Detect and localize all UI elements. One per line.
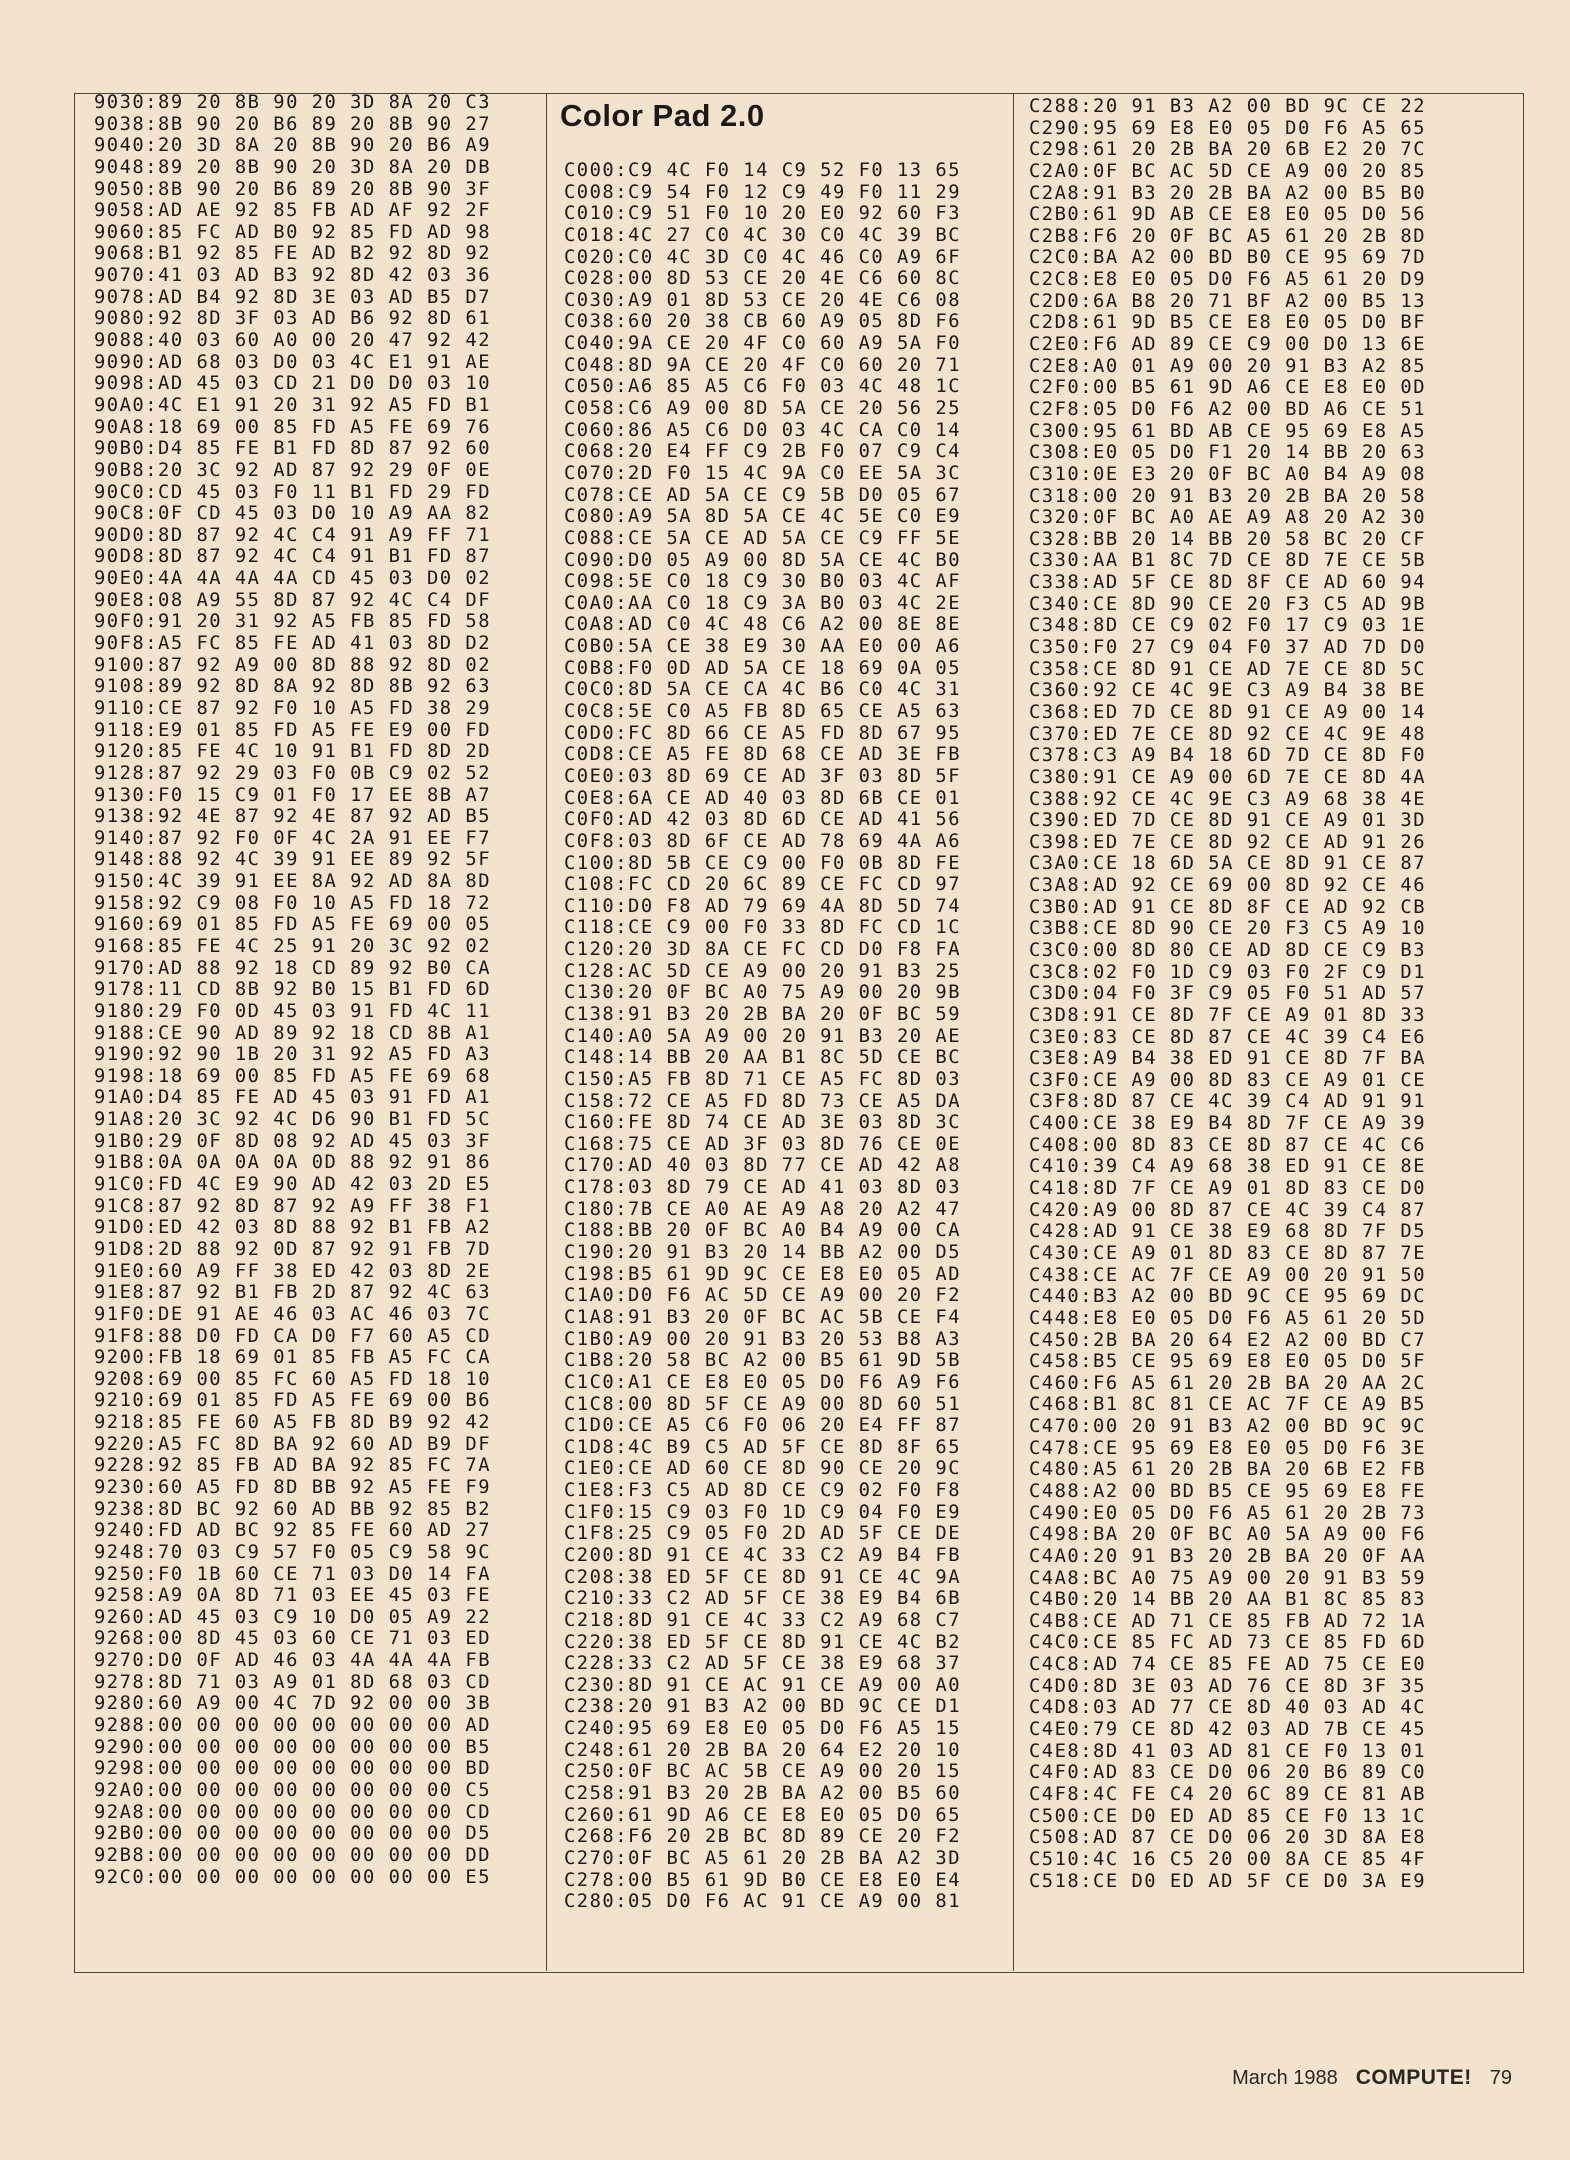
listing-line: C1A0:D0 F6 AC 5D CE A9 00 20 F2 <box>564 1285 962 1307</box>
listing-line: C228:33 C2 AD 5F CE 38 E9 68 37 <box>564 1653 962 1675</box>
listing-line: C030:A9 01 8D 53 CE 20 4E C6 08 <box>564 289 962 311</box>
listing-line: C3B8:CE 8D 90 CE 20 F3 C5 A9 10 <box>1029 918 1427 940</box>
listing-line: C2E8:A0 01 A9 00 20 91 B3 A2 85 <box>1029 355 1427 377</box>
listing-line: 9090:AD 68 03 D0 03 4C E1 91 AE <box>94 351 492 373</box>
listing-line: C220:38 ED 5F CE 8D 91 CE 4C B2 <box>564 1631 962 1653</box>
listing-line: C048:8D 9A CE 20 4F C0 60 20 71 <box>564 354 962 376</box>
listing-line: C168:75 CE AD 3F 03 8D 76 CE 0E <box>564 1133 962 1155</box>
listing-line: 90D8:8D 87 92 4C C4 91 B1 FD 87 <box>94 546 492 568</box>
listing-line: C408:00 8D 83 CE 8D 87 CE 4C C6 <box>1029 1134 1427 1156</box>
listing-line: C298:61 20 2B BA 20 6B E2 20 7C <box>1029 139 1427 161</box>
listing-line: C230:8D 91 CE AC 91 CE A9 00 A0 <box>564 1674 962 1696</box>
listing-line: C4A8:BC A0 75 A9 00 20 91 B3 59 <box>1029 1567 1427 1589</box>
listing-line: 90A0:4C E1 91 20 31 92 A5 FD B1 <box>94 394 492 416</box>
listing-line: C3E8:A9 B4 38 ED 91 CE 8D 7F BA <box>1029 1048 1427 1070</box>
listing-line: C330:AA B1 8C 7D CE 8D 7E CE 5B <box>1029 550 1427 572</box>
listing-line: C300:95 61 BD AB CE 95 69 E8 A5 <box>1029 420 1427 442</box>
listing-line: 9120:85 FE 4C 10 91 B1 FD 8D 2D <box>94 741 492 763</box>
listing-line: C0A0:AA C0 18 C9 3A B0 03 4C 2E <box>564 592 962 614</box>
listing-line: 91B0:29 0F 8D 08 92 AD 45 03 3F <box>94 1130 492 1152</box>
listing-line: C080:A9 5A 8D 5A CE 4C 5E C0 E9 <box>564 506 962 528</box>
listing-line: C250:0F BC AC 5B CE A9 00 20 15 <box>564 1761 962 1783</box>
listing-line: 90E8:08 A9 55 8D 87 92 4C C4 DF <box>94 589 492 611</box>
listing-line: 9068:B1 92 85 FE AD B2 92 8D 92 <box>94 243 492 265</box>
listing-line: 9088:40 03 60 A0 00 20 47 92 42 <box>94 330 492 352</box>
listing-line: C1C8:00 8D 5F CE A9 00 8D 60 51 <box>564 1393 962 1415</box>
listing-line: C4C8:AD 74 CE 85 FE AD 75 CE E0 <box>1029 1654 1427 1676</box>
listing-line: C238:20 91 B3 A2 00 BD 9C CE D1 <box>564 1696 962 1718</box>
listing-line: C090:D0 05 A9 00 8D 5A CE 4C B0 <box>564 549 962 571</box>
listing-line: C198:B5 61 9D 9C CE E8 E0 05 AD <box>564 1263 962 1285</box>
column-divider-right <box>1013 93 1014 1971</box>
listing-line: C2A8:91 B3 20 2B BA A2 00 B5 B0 <box>1029 182 1427 204</box>
listing-line: 90B0:D4 85 FE B1 FD 8D 87 92 60 <box>94 438 492 460</box>
listing-line: C510:4C 16 C5 20 00 8A CE 85 4F <box>1029 1848 1427 1870</box>
listing-line: C3E0:83 CE 8D 87 CE 4C 39 C4 E6 <box>1029 1026 1427 1048</box>
listing-line: C350:F0 27 C9 04 F0 37 AD 7D D0 <box>1029 637 1427 659</box>
listing-line: 9158:92 C9 08 F0 10 A5 FD 18 72 <box>94 892 492 914</box>
listing-line: C2B0:61 9D AB CE E8 E0 05 D0 56 <box>1029 204 1427 226</box>
listing-line: 9230:60 A5 FD 8D BB 92 A5 FE F9 <box>94 1477 492 1498</box>
listing-line: 90C8:0F CD 45 03 D0 10 A9 AA 82 <box>94 503 492 525</box>
listing-line: C130:20 0F BC A0 75 A9 00 20 9B <box>564 982 962 1004</box>
listing-line: C098:5E C0 18 C9 30 B0 03 4C AF <box>564 571 962 593</box>
listing-line: C258:91 B3 20 2B BA A2 00 B5 60 <box>564 1783 962 1805</box>
listing-line: C070:2D F0 15 4C 9A C0 EE 5A 3C <box>564 462 962 484</box>
listing-line: C380:91 CE A9 00 6D 7E CE 8D 4A <box>1029 766 1427 788</box>
listing-line: C008:C9 54 F0 12 C9 49 F0 11 29 <box>564 181 962 203</box>
listing-line: C078:CE AD 5A CE C9 5B D0 05 67 <box>564 484 962 506</box>
listing-line: 91A0:D4 85 FE AD 45 03 91 FD A1 <box>94 1087 492 1109</box>
listing-line: 9280:60 A9 00 4C 7D 92 00 00 3B <box>94 1693 492 1715</box>
listing-line: 9098:AD 45 03 CD 21 D0 D0 03 10 <box>94 373 492 395</box>
listing-line: 9290:00 00 00 00 00 00 00 00 B5 <box>94 1736 492 1758</box>
listing-line: 91E8:87 92 B1 FB 2D 87 92 4C 63 <box>94 1282 492 1304</box>
listing-line: C4E0:79 CE 8D 42 03 AD 7B CE 45 <box>1029 1719 1427 1741</box>
listing-line: C508:AD 87 CE D0 06 20 3D 8A E8 <box>1029 1827 1427 1849</box>
listing-line: C390:ED 7D CE 8D 91 CE A9 01 3D <box>1029 810 1427 832</box>
listing-line: C120:20 3D 8A CE FC CD D0 F8 FA <box>564 939 962 961</box>
listing-line: C360:92 CE 4C 9E C3 A9 B4 38 BE <box>1029 680 1427 702</box>
listing-line: C328:BB 20 14 BB 20 58 BC 20 CF <box>1029 528 1427 550</box>
listing-line: 9058:AD AE 92 85 FB AD AF 92 2F <box>94 200 492 222</box>
listing-line: 91D0:ED 42 03 8D 88 92 B1 FB A2 <box>94 1217 492 1239</box>
listing-line: 9288:00 00 00 00 00 00 00 00 AD <box>94 1715 492 1737</box>
listing-line: C4F8:4C FE C4 20 6C 89 CE 81 AB <box>1029 1783 1427 1805</box>
listing-line: 9130:F0 15 C9 01 F0 17 EE 8B A7 <box>94 784 492 806</box>
listing-line: 9050:8B 90 20 B6 89 20 8B 90 3F <box>94 178 492 200</box>
listing-line: 9238:8D BC 92 60 AD BB 92 85 B2 <box>94 1498 492 1520</box>
listing-line: C1F0:15 C9 03 F0 1D C9 04 F0 E9 <box>564 1501 962 1523</box>
listing-line: C378:C3 A9 B4 18 6D 7D CE 8D F0 <box>1029 745 1427 767</box>
article-title: Color Pad 2.0 <box>560 98 765 133</box>
listing-column-2 <box>564 160 961 1913</box>
listing-line: C480:A5 61 20 2B BA 20 6B E2 FB <box>1029 1459 1427 1481</box>
listing-line: C1F8:25 C9 05 F0 2D AD 5F CE DE <box>564 1523 962 1545</box>
listing-line: C0C0:8D 5A CE CA 4C B6 C0 4C 31 <box>564 679 962 701</box>
listing-line: 91C8:87 92 8D 87 92 A9 FF 38 F1 <box>94 1195 492 1217</box>
listing-line: C4D8:03 AD 77 CE 8D 40 03 AD 4C <box>1029 1697 1427 1719</box>
listing-line: C0A8:AD C0 4C 48 C6 A2 00 8E 8E <box>564 614 962 636</box>
listing-line: C0C8:5E C0 A5 FB 8D 65 CE A5 63 <box>564 701 962 723</box>
listing-line: C1C0:A1 CE E8 E0 05 D0 F6 A9 F6 <box>564 1371 962 1393</box>
listing-line: C170:AD 40 03 8D 77 CE AD 42 A8 <box>564 1155 962 1177</box>
listing-line: C4A0:20 91 B3 20 2B BA 20 0F AA <box>1029 1545 1427 1567</box>
listing-line: C278:00 B5 61 9D B0 CE E8 E0 E4 <box>564 1869 962 1891</box>
listing-line: 9128:87 92 29 03 F0 0B C9 02 52 <box>94 762 492 784</box>
listing-line: 9038:8B 90 20 B6 89 20 8B 90 27 <box>94 113 492 135</box>
listing-line: C0D8:CE A5 FE 8D 68 CE AD 3E FB <box>564 744 962 766</box>
listing-line: C518:CE D0 ED AD 5F CE D0 3A E9 <box>1029 1870 1427 1892</box>
listing-line: 9040:20 3D 8A 20 8B 90 20 B6 A9 <box>94 135 492 157</box>
magazine-name: COMPUTE! <box>1355 2066 1472 2089</box>
listing-line: 9268:00 8D 45 03 60 CE 71 03 ED <box>94 1628 492 1650</box>
listing-line: 90E0:4A 4A 4A 4A CD 45 03 D0 02 <box>94 568 492 590</box>
listing-line: 90F8:A5 FC 85 FE AD 41 03 8D D2 <box>94 633 492 655</box>
listing-line: C438:CE AC 7F CE A9 00 20 91 50 <box>1029 1264 1427 1286</box>
listing-line: C1A8:91 B3 20 0F BC AC 5B CE F4 <box>564 1306 962 1328</box>
listing-line: C240:95 69 E8 E0 05 D0 F6 A5 15 <box>564 1718 962 1740</box>
listing-line: C010:C9 51 F0 10 20 E0 92 60 F3 <box>564 203 962 225</box>
listing-line: C128:AC 5D CE A9 00 20 91 B3 25 <box>564 960 962 982</box>
listing-line: C108:FC CD 20 6C 89 CE FC CD 97 <box>564 874 962 896</box>
issue-date: March 1988 <box>1232 2067 1338 2089</box>
listing-line: 9060:85 FC AD B0 92 85 FD AD 98 <box>94 221 492 243</box>
listing-line: 9178:11 CD 8B 92 B0 15 B1 FD 6D <box>94 979 492 1001</box>
listing-line: C340:CE 8D 90 CE 20 F3 C5 AD 9B <box>1029 593 1427 615</box>
listing-line: 9100:87 92 A9 00 8D 88 92 8D 02 <box>94 654 492 676</box>
listing-line: C000:C9 4C F0 14 C9 52 F0 13 65 <box>564 160 962 181</box>
listing-line: 9110:CE 87 92 F0 10 A5 FD 38 29 <box>94 697 492 719</box>
listing-line: 9080:92 8D 3F 03 AD B6 92 8D 61 <box>94 308 492 330</box>
listing-line: 9240:FD AD BC 92 85 FE 60 AD 27 <box>94 1520 492 1542</box>
listing-line: 92B0:00 00 00 00 00 00 00 00 D5 <box>94 1823 492 1845</box>
listing-line: C3A0:CE 18 6D 5A CE 8D 91 CE 87 <box>1029 853 1427 875</box>
listing-line: 9148:88 92 4C 39 91 EE 89 92 5F <box>94 849 492 871</box>
listing-line: C2F8:05 D0 F6 A2 00 BD A6 CE 51 <box>1029 398 1427 420</box>
listing-line: 9210:69 01 85 FD A5 FE 69 00 B6 <box>94 1390 492 1412</box>
listing-line: C410:39 C4 A9 68 38 ED 91 CE 8E <box>1029 1156 1427 1178</box>
listing-line: C2C0:BA A2 00 BD B0 CE 95 69 7D <box>1029 247 1427 269</box>
listing-line: C348:8D CE C9 02 F0 17 C9 03 1E <box>1029 615 1427 637</box>
listing-line: C310:0E E3 20 0F BC A0 B4 A9 08 <box>1029 463 1427 485</box>
listing-line: C050:A6 85 A5 C6 F0 03 4C 48 1C <box>564 376 962 398</box>
listing-line: C2D8:61 9D B5 CE E8 E0 05 D0 BF <box>1029 312 1427 334</box>
listing-line: C420:A9 00 8D 87 CE 4C 39 C4 87 <box>1029 1199 1427 1221</box>
listing-line: C498:BA 20 0F BC A0 5A A9 00 F6 <box>1029 1524 1427 1546</box>
listing-line: C060:86 A5 C6 D0 03 4C CA C0 14 <box>564 419 962 441</box>
listing-line: 91E0:60 A9 FF 38 ED 42 03 8D 2E <box>94 1260 492 1282</box>
listing-line: C020:C0 4C 3D C0 4C 46 C0 A9 6F <box>564 246 962 268</box>
listing-line: C0B8:F0 0D AD 5A CE 18 69 0A 05 <box>564 657 962 679</box>
listing-line: C500:CE D0 ED AD 85 CE F0 13 1C <box>1029 1805 1427 1827</box>
listing-line: C3A8:AD 92 CE 69 00 8D 92 CE 46 <box>1029 875 1427 897</box>
listing-line: C2E0:F6 AD 89 CE C9 00 D0 13 6E <box>1029 334 1427 356</box>
listing-line: 9270:D0 0F AD 46 03 4A 4A 4A FB <box>94 1650 492 1672</box>
listing-line: 9070:41 03 AD B3 92 8D 42 03 36 <box>94 265 492 287</box>
listing-line: C1E8:F3 C5 AD 8D CE C9 02 F0 F8 <box>564 1480 962 1502</box>
listing-line: C400:CE 38 E9 B4 8D 7F CE A9 39 <box>1029 1113 1427 1135</box>
listing-line: C2C8:E8 E0 05 D0 F6 A5 61 20 D9 <box>1029 269 1427 291</box>
listing-line: C3D0:04 F0 3F C9 05 F0 51 AD 57 <box>1029 983 1427 1005</box>
listing-line: C440:B3 A2 00 BD 9C CE 95 69 DC <box>1029 1286 1427 1308</box>
listing-line: C1E0:CE AD 60 CE 8D 90 CE 20 9C <box>564 1458 962 1480</box>
column-divider-left <box>546 93 547 1971</box>
listing-line: 9260:AD 45 03 C9 10 D0 05 A9 22 <box>94 1606 492 1628</box>
listing-line: C1B8:20 58 BC A2 00 B5 61 9D 5B <box>564 1350 962 1372</box>
listing-line: C4E8:8D 41 03 AD 81 CE F0 13 01 <box>1029 1740 1427 1762</box>
listing-line: C058:C6 A9 00 8D 5A CE 20 56 25 <box>564 398 962 420</box>
listing-line: C4F0:AD 83 CE D0 06 20 B6 89 C0 <box>1029 1762 1427 1784</box>
listing-line: C0E8:6A CE AD 40 03 8D 6B CE 01 <box>564 787 962 809</box>
listing-line: 91F8:88 D0 FD CA D0 F7 60 A5 CD <box>94 1325 492 1347</box>
listing-line: C488:A2 00 BD B5 CE 95 69 E8 FE <box>1029 1481 1427 1502</box>
listing-line: C318:00 20 91 B3 20 2B BA 20 58 <box>1029 485 1427 507</box>
listing-line: C260:61 9D A6 CE E8 E0 05 D0 65 <box>564 1804 962 1826</box>
listing-line: 9198:18 69 00 85 FD A5 FE 69 68 <box>94 1065 492 1087</box>
listing-line: C430:CE A9 01 8D 83 CE 8D 87 7E <box>1029 1242 1427 1264</box>
listing-line: C1B0:A9 00 20 91 B3 20 53 B8 A3 <box>564 1328 962 1350</box>
listing-line: 9200:FB 18 69 01 85 FB A5 FC CA <box>94 1347 492 1369</box>
listing-line: C178:03 8D 79 CE AD 41 03 8D 03 <box>564 1177 962 1199</box>
listing-line: C290:95 69 E8 E0 05 D0 F6 A5 65 <box>1029 117 1427 139</box>
listing-line: C3F8:8D 87 CE 4C 39 C4 AD 91 91 <box>1029 1091 1427 1113</box>
listing-line: C460:F6 A5 61 20 2B BA 20 AA 2C <box>1029 1372 1427 1394</box>
listing-line: 90D0:8D 87 92 4C C4 91 A9 FF 71 <box>94 524 492 546</box>
listing-line: C308:E0 05 D0 F1 20 14 BB 20 63 <box>1029 442 1427 464</box>
listing-line: C320:0F BC A0 AE A9 A8 20 A2 30 <box>1029 507 1427 529</box>
listing-line: C468:B1 8C 81 CE AC 7F CE A9 B5 <box>1029 1394 1427 1416</box>
listing-line: C2A0:0F BC AC 5D CE A9 00 20 85 <box>1029 160 1427 182</box>
listing-line: C4C0:CE 85 FC AD 73 CE 85 FD 6D <box>1029 1632 1427 1654</box>
listing-line: C0D0:FC 8D 66 CE A5 FD 8D 67 95 <box>564 722 962 744</box>
listing-line: 92B8:00 00 00 00 00 00 00 00 DD <box>94 1844 492 1866</box>
listing-line: C2D0:6A B8 20 71 BF A2 00 B5 13 <box>1029 290 1427 312</box>
listing-line: C180:7B CE A0 AE A9 A8 20 A2 47 <box>564 1198 962 1220</box>
listing-line: 9108:89 92 8D 8A 92 8D 8B 92 63 <box>94 676 492 698</box>
listing-line: C3C8:02 F0 1D C9 03 F0 2F C9 D1 <box>1029 961 1427 983</box>
listing-line: C268:F6 20 2B BC 8D 89 CE 20 F2 <box>564 1826 962 1848</box>
listing-line: C0F0:AD 42 03 8D 6D CE AD 41 56 <box>564 809 962 831</box>
listing-line: C118:CE C9 00 F0 33 8D FC CD 1C <box>564 917 962 939</box>
listing-line: 9248:70 03 C9 57 F0 05 C9 58 9C <box>94 1541 492 1563</box>
listing-line: C188:BB 20 0F BC A0 B4 A9 00 CA <box>564 1220 962 1242</box>
listing-line: 9298:00 00 00 00 00 00 00 00 BD <box>94 1758 492 1780</box>
listing-line: C150:A5 FB 8D 71 CE A5 FC 8D 03 <box>564 1068 962 1090</box>
listing-line: 9188:CE 90 AD 89 92 18 CD 8B A1 <box>94 1022 492 1044</box>
listing-line: 9078:AD B4 92 8D 3E 03 AD B5 D7 <box>94 286 492 308</box>
listing-line: C368:ED 7D CE 8D 91 CE A9 00 14 <box>1029 701 1427 723</box>
listing-line: C218:8D 91 CE 4C 33 C2 A9 68 C7 <box>564 1609 962 1631</box>
listing-line: 9180:29 F0 0D 45 03 91 FD 4C 11 <box>94 1000 492 1022</box>
listing-line: C148:14 BB 20 AA B1 8C 5D CE BC <box>564 1047 962 1069</box>
listing-line: 9258:A9 0A 8D 71 03 EE 45 03 FE <box>94 1585 492 1607</box>
listing-line: C2B8:F6 20 0F BC A5 61 20 2B 8D <box>1029 225 1427 247</box>
listing-line: C3B0:AD 91 CE 8D 8F CE AD 92 CB <box>1029 896 1427 918</box>
listing-line: C1D0:CE A5 C6 F0 06 20 E4 FF 87 <box>564 1415 962 1437</box>
listing-line: C338:AD 5F CE 8D 8F CE AD 60 94 <box>1029 572 1427 594</box>
listing-line: C4B0:20 14 BB 20 AA B1 8C 85 83 <box>1029 1589 1427 1611</box>
listing-line: C028:00 8D 53 CE 20 4E C6 60 8C <box>564 268 962 290</box>
listing-line: 90B8:20 3C 92 AD 87 92 29 0F 0E <box>94 459 492 481</box>
listing-line: C0B0:5A CE 38 E9 30 AA E0 00 A6 <box>564 636 962 658</box>
listing-line: C160:FE 8D 74 CE AD 3E 03 8D 3C <box>564 1112 962 1134</box>
listing-line: 9030:89 20 8B 90 20 3D 8A 20 C3 <box>94 92 492 113</box>
listing-line: C3C0:00 8D 80 CE AD 8D CE C9 B3 <box>1029 939 1427 961</box>
listing-line: 90C0:CD 45 03 F0 11 B1 FD 29 FD <box>94 481 492 503</box>
listing-line: C418:8D 7F CE A9 01 8D 83 CE D0 <box>1029 1178 1427 1200</box>
listing-line: C478:CE 95 69 E8 E0 05 D0 F6 3E <box>1029 1437 1427 1459</box>
listing-line: 9220:A5 FC 8D BA 92 60 AD B9 DF <box>94 1433 492 1455</box>
listing-line: 92A0:00 00 00 00 00 00 00 00 C5 <box>94 1779 492 1801</box>
listing-line: 9140:87 92 F0 0F 4C 2A 91 EE F7 <box>94 827 492 849</box>
listing-line: C2F0:00 B5 61 9D A6 CE E8 E0 0D <box>1029 377 1427 399</box>
listing-line: C388:92 CE 4C 9E C3 A9 68 38 4E <box>1029 788 1427 810</box>
page-footer <box>1232 2066 1512 2090</box>
listing-line: C490:E0 05 D0 F6 A5 61 20 2B 73 <box>1029 1502 1427 1524</box>
listing-line: C448:E8 E0 05 D0 F6 A5 61 20 5D <box>1029 1307 1427 1329</box>
listing-line: C0E0:03 8D 69 CE AD 3F 03 8D 5F <box>564 765 962 787</box>
listing-line: 92C0:00 00 00 00 00 00 00 00 E5 <box>94 1866 492 1888</box>
listing-line: C4D0:8D 3E 03 AD 76 CE 8D 3F 35 <box>1029 1675 1427 1697</box>
listing-line: C3F0:CE A9 00 8D 83 CE A9 01 CE <box>1029 1069 1427 1091</box>
listing-line: C450:2B BA 20 64 E2 A2 00 BD C7 <box>1029 1329 1427 1351</box>
listing-line: C110:D0 F8 AD 79 69 4A 8D 5D 74 <box>564 895 962 917</box>
listing-line: C200:8D 91 CE 4C 33 C2 A9 B4 FB <box>564 1545 962 1566</box>
listing-line: C470:00 20 91 B3 A2 00 BD 9C 9C <box>1029 1416 1427 1438</box>
listing-line: C210:33 C2 AD 5F CE 38 E9 B4 6B <box>564 1588 962 1610</box>
listing-line: C428:AD 91 CE 38 E9 68 8D 7F D5 <box>1029 1221 1427 1243</box>
listing-line: C138:91 B3 20 2B BA 20 0F BC 59 <box>564 1003 962 1025</box>
listing-line: 9250:F0 1B 60 CE 71 03 D0 14 FA <box>94 1563 492 1585</box>
listing-line: 9278:8D 71 03 A9 01 8D 68 03 CD <box>94 1671 492 1693</box>
listing-line: 9150:4C 39 91 EE 8A 92 AD 8A 8D <box>94 871 492 893</box>
listing-line: C3D8:91 CE 8D 7F CE A9 01 8D 33 <box>1029 1004 1427 1026</box>
listing-line: C018:4C 27 C0 4C 30 C0 4C 39 BC <box>564 224 962 246</box>
listing-line: C208:38 ED 5F CE 8D 91 CE 4C 9A <box>564 1566 962 1588</box>
listing-line: C088:CE 5A CE AD 5A CE C9 FF 5E <box>564 527 962 549</box>
listing-line: C100:8D 5B CE C9 00 F0 0B 8D FE <box>564 852 962 874</box>
listing-line: C158:72 CE A5 FD 8D 73 CE A5 DA <box>564 1090 962 1112</box>
listing-line: C248:61 20 2B BA 20 64 E2 20 10 <box>564 1739 962 1761</box>
listing-line: C370:ED 7E CE 8D 92 CE 4C 9E 48 <box>1029 723 1427 745</box>
listing-line: 90F0:91 20 31 92 A5 FB 85 FD 58 <box>94 611 492 633</box>
listing-line: 90A8:18 69 00 85 FD A5 FE 69 76 <box>94 416 492 438</box>
listing-line: C038:60 20 38 CB 60 A9 05 8D F6 <box>564 311 962 333</box>
listing-line: 91A8:20 3C 92 4C D6 90 B1 FD 5C <box>94 1109 492 1131</box>
listing-line: 9190:92 90 1B 20 31 92 A5 FD A3 <box>94 1044 492 1066</box>
listing-line: 91F0:DE 91 AE 46 03 AC 46 03 7C <box>94 1303 492 1325</box>
listing-line: C288:20 91 B3 A2 00 BD 9C CE 22 <box>1029 96 1427 117</box>
listing-line: C398:ED 7E CE 8D 92 CE AD 91 26 <box>1029 831 1427 853</box>
page-number: 79 <box>1489 2067 1512 2089</box>
listing-line: 9168:85 FE 4C 25 91 20 3C 92 02 <box>94 935 492 957</box>
listing-line: C190:20 91 B3 20 14 BB A2 00 D5 <box>564 1242 962 1264</box>
listing-line: 9208:69 00 85 FC 60 A5 FD 18 10 <box>94 1368 492 1390</box>
listing-column-3 <box>1029 96 1426 1892</box>
listing-line: 91B8:0A 0A 0A 0A 0D 88 92 91 86 <box>94 1152 492 1174</box>
listing-line: C270:0F BC A5 61 20 2B BA A2 3D <box>564 1847 962 1869</box>
listing-line: 9048:89 20 8B 90 20 3D 8A 20 DB <box>94 156 492 178</box>
listing-line: 9218:85 FE 60 A5 FB 8D B9 92 42 <box>94 1412 492 1434</box>
listing-line: 91C0:FD 4C E9 90 AD 42 03 2D E5 <box>94 1174 492 1196</box>
listing-line: C280:05 D0 F6 AC 91 CE A9 00 81 <box>564 1891 962 1913</box>
listing-line: C458:B5 CE 95 69 E8 E0 05 D0 5F <box>1029 1351 1427 1373</box>
listing-line: 91D8:2D 88 92 0D 87 92 91 FB 7D <box>94 1238 492 1260</box>
listing-line: C358:CE 8D 91 CE AD 7E CE 8D 5C <box>1029 658 1427 680</box>
listing-line: 92A8:00 00 00 00 00 00 00 00 CD <box>94 1801 492 1823</box>
listing-line: 9160:69 01 85 FD A5 FE 69 00 05 <box>94 914 492 936</box>
listing-line: C140:A0 5A A9 00 20 91 B3 20 AE <box>564 1025 962 1047</box>
listing-line: C068:20 E4 FF C9 2B F0 07 C9 C4 <box>564 441 962 463</box>
listing-line: 9138:92 4E 87 92 4E 87 92 AD B5 <box>94 806 492 828</box>
listing-line: 9118:E9 01 85 FD A5 FE E9 00 FD <box>94 719 492 741</box>
listing-line: C4B8:CE AD 71 CE 85 FB AD 72 1A <box>1029 1610 1427 1632</box>
listing-line: 9170:AD 88 92 18 CD 89 92 B0 CA <box>94 957 492 979</box>
listing-column-1 <box>94 92 491 1888</box>
listing-line: C1D8:4C B9 C5 AD 5F CE 8D 8F 65 <box>564 1436 962 1458</box>
listing-line: C0F8:03 8D 6F CE AD 78 69 4A A6 <box>564 830 962 852</box>
listing-line: C040:9A CE 20 4F C0 60 A9 5A F0 <box>564 333 962 355</box>
listing-line: 9228:92 85 FB AD BA 92 85 FC 7A <box>94 1455 492 1477</box>
